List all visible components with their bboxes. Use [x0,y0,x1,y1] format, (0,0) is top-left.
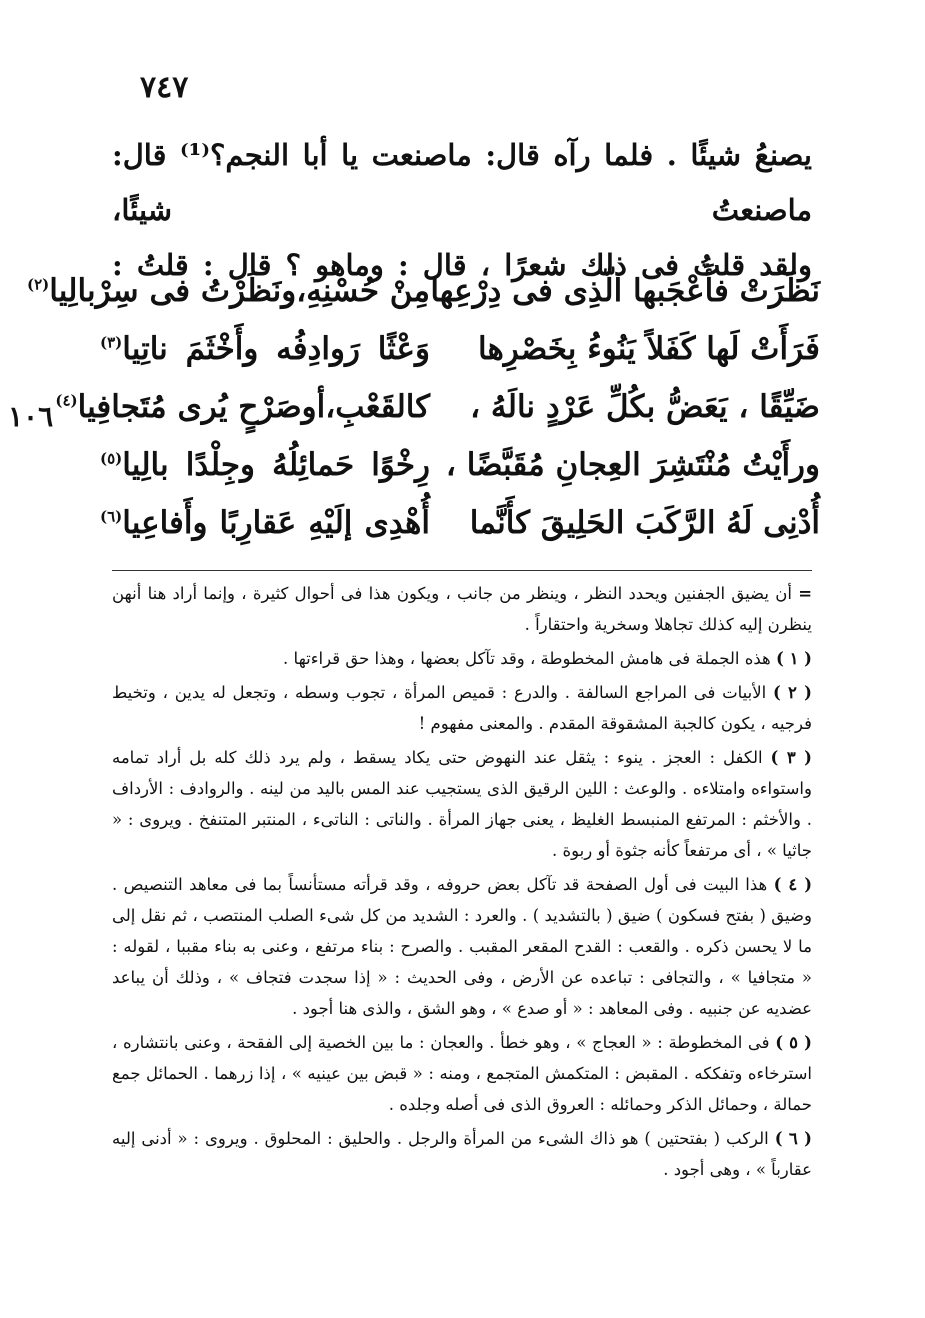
footnote [112,643,812,674]
footnote-number: ( ٢ ) [772,683,812,702]
footnote [112,578,812,640]
verse [100,320,820,378]
verse-first-hemistich: ورأَيْتُ مُنْتَشِرَ العِجانِ مُقَبَّضًا ، [445,447,820,483]
verse-second-text: كالقَعْبِ،أوصَرْحٍ يُرى مُتَجافِيا [77,389,430,425]
footnotes [112,578,812,1188]
verse-second-hemistich [26,273,430,309]
footnote [112,1123,812,1185]
footnote-text: الكفل : العجز . ينوء : يثقل عند النهوض حتى يكاد يسقط ، ولم يرد ذلك كله بل أراد تمامه واستواءه وامتلاءه . والوعث : اللين الرقيق الذى يستجيب عند المس باليد من لينه . والروادف : الأرداف . والأخثم : المرتفع المنبسط الغليظ ، يعنى جهاز المرأة . والناتى : الناتىء ، المنتبر المتنفخ . ويروى : « جاثيا » ، أى مرتفعاً كأنه جثوة أو ربوة . [112,748,812,860]
verse-first-hemistich: أُدْنِى لَهُ الرَّكَبَ الحَلِيقَ كأَنَّما [469,505,820,541]
footnote [112,677,812,739]
verse-second-text: رِخْوًا حَمائِلُهُ وجِلْدًا بالِيا [122,447,430,483]
footnote [112,869,812,1024]
footnote-text: أن يضيق الجفنين ويحدد النظر ، وينظر من جانب ، ويكون هذا فى أحوال كثيرة ، وإنما أراد هنا أنهن ينظرن إليه كذلك تجاهلا وسخرية واحتقاراً . [112,584,812,634]
verse-second-text: وَعْثًا رَوادِفُه وأَخْثَمَ ناتِيا [122,331,430,367]
verse-second-text: أُهْدِى إلَيْهِ عَقارِبًا وأَفاعِيا [122,505,430,541]
footnote-ref: (٦) [100,507,123,526]
verse-second-hemistich [55,389,430,425]
intro-line: ولقد قلتُ فى ذلك شعرًا ، قال : وماهو ؟ قال : قلتُ : [112,248,812,282]
verse-second-hemistich [100,505,430,541]
verse-first-hemistich: فَرَأَتْ لَها كَفَلاً يَنُوءُ بِخَصْرِها [478,331,820,367]
footnote-ref: (٥) [100,449,123,468]
footnote-number: = [798,584,813,603]
footnote-text: هذه الجملة فى هامش المخطوطة ، وقد تآكل بعضها ، وهذا حق قراءتها . [283,649,771,668]
footnote-text: هذا البيت فى أول الصفحة قد تآكل بعض حروفه ، وقد قرأته مستأنساً بما فى معاهد التنصيص . وضيق ( بفتح فسكون ) ضيق ( بالتشديد ) . والعرد : الشديد من كل شىء الصلب المنتصب ، ثم نقل إلى ما لا يحسن ذكره . والقعب : القدح المقعر المقبب . والصرح : بناء مرتفع ، وعنى به بناء مقببا ، لقوله : « متجافيا » ، والتجافى : تباعده عن الأرض ، وفى الحديث : « إذا سجدت فتجاف » ، وذلك أن يباعد عضديه عن جنبيه . وفى المعاهد : « أو صدع » ، وهو الشق ، والذى هنا أجود . [112,875,812,1018]
page-number: ٧٤٧ [140,70,189,105]
verse-second-hemistich [100,331,430,367]
footnote-text: فى المخطوطة : « العجاج » ، وهو خطأ . والعجان : ما بين الخصية إلى الفقحة ، وعنى بانتشاره ، استرخاءه وتفككه . المقبض : المتكمش المتجمع ، ومنه : « قبض بين عينيه » ، إذا زرهما . الحمائل جمع حمالة ، وحمائل الذكر وحمائله : العروق الذى فى أصله وجلده . [112,1033,812,1114]
verse-first-hemistich: نَظَرَتْ فأَعْجَبها الّذِى فى دِرْعِها [430,273,820,309]
footnote-number: ( ١ ) [776,649,812,668]
footnote-number: ( ٦ ) [774,1129,812,1148]
footnote-ref: (٢) [26,275,50,294]
verse [100,494,820,552]
verse-first-hemistich: ضَيِّقًا ، يَعَضُّ بكُلِّ عَرْدٍ نالَهُ ، [470,389,820,425]
footnote [112,1027,812,1120]
verse-second-text: مِنْ حُسْنِهِ،ونَظَرْتُ فى سِرْبالِيا [49,273,430,309]
footnote [112,742,812,866]
verse [26,262,820,320]
footnote-ref: (٤) [55,391,78,410]
margin-page-reference: ١٠٦ [8,400,54,433]
footnote-text: الركب ( بفتحتين ) هو ذاك الشىء من المرأة والرجل . والحليق : المحلوق . ويروى : « أدنى إليه عقارباً » ، وهى أجود . [112,1129,812,1179]
intro-line: يصنعُ شيئًا . فلما رآه قال: ماصنعت يا أبا النجم؟⁽¹⁾ قال: ماصنعتُ شيئًا، [112,138,813,227]
footnote-number: ( ٤ ) [773,875,812,894]
verse [100,436,820,494]
footnote-ref: (٣) [100,333,123,352]
footnote-number: ( ٥ ) [775,1033,812,1052]
footnote-text: الأبيات فى المراجع السالفة . والدرع : قميص المرأة ، تجوب وسطه ، وتجعل له يدين ، وتخيط فرجيه ، يكون كالجبة المشقوقة المقدم . والمعنى مفهوم ! [112,683,812,733]
verse [55,378,820,436]
verse-second-hemistich [100,447,430,483]
footnote-divider [112,570,812,571]
footnote-number: ( ٣ ) [770,748,812,767]
